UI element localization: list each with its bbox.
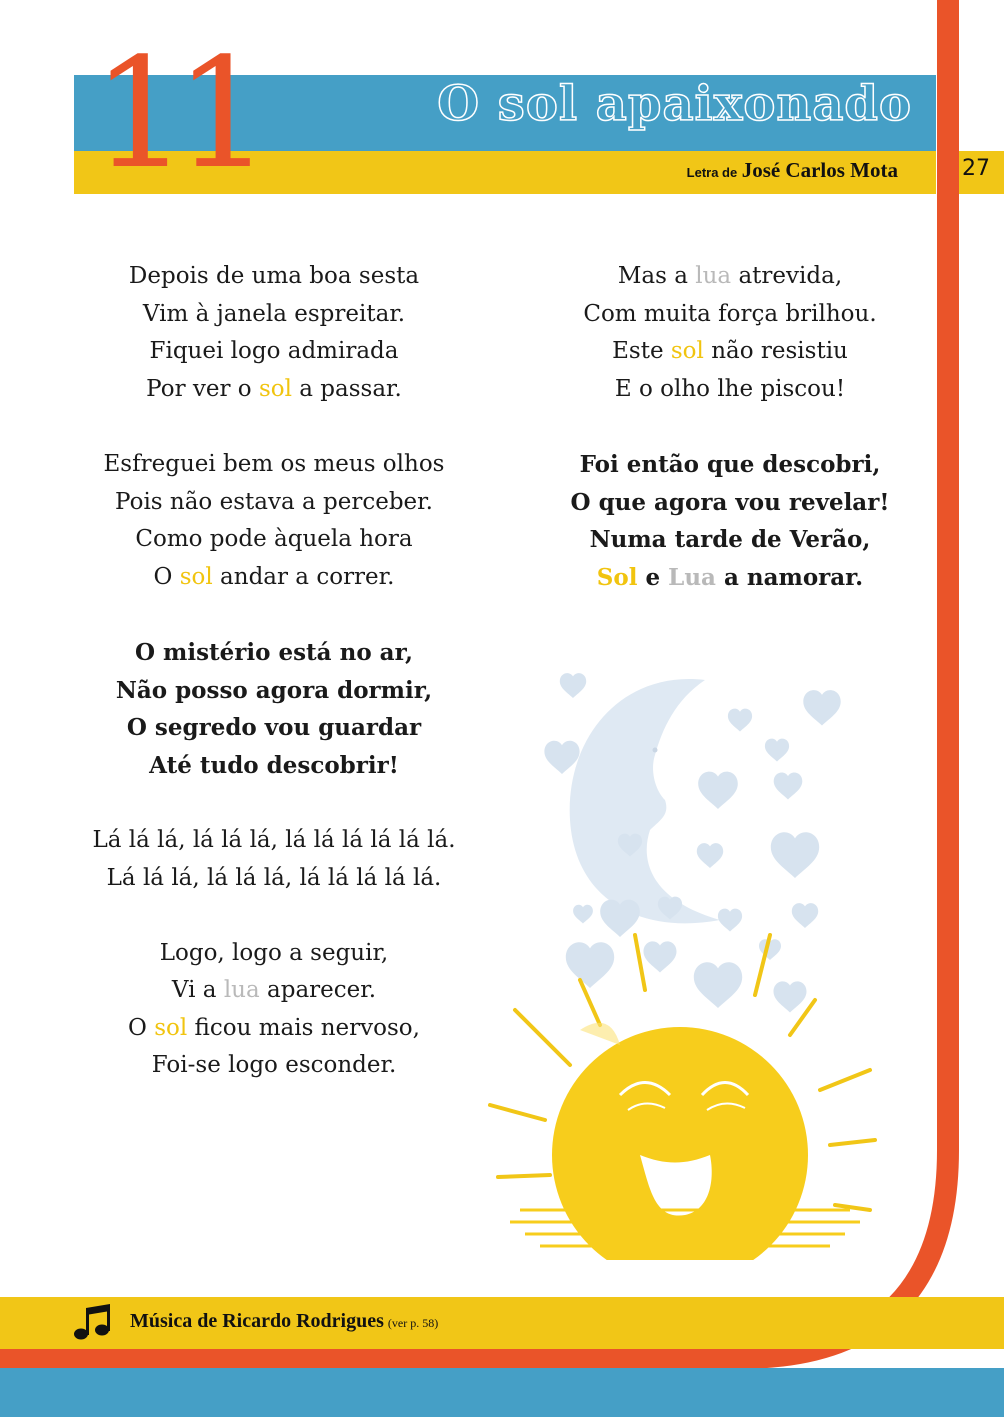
page-title: O sol apaixonado (437, 76, 912, 132)
verse-line: Fiquei logo admirada (149, 338, 399, 365)
verse-line: Logo, logo a seguir, (159, 939, 389, 966)
verse-line: Vim à janela espreitar. (142, 300, 406, 327)
lyrics-left-column (74, 258, 474, 1123)
verse-text: Vi a (171, 977, 224, 1004)
verse-line: Foi então que descobri, (579, 450, 881, 478)
verse-text: não resistiu (703, 338, 848, 365)
verse-text: Por ver o (146, 375, 259, 402)
sun-moon-illustration (470, 650, 930, 1260)
verse-line: Numa tarde de Verão, (589, 526, 871, 554)
verse-text: a namorar. (715, 563, 864, 591)
verse-text: Este (612, 338, 671, 365)
page-number: 27 (962, 156, 990, 181)
stanza (74, 935, 474, 1085)
verse-text: O (128, 1014, 155, 1041)
verse-line (74, 972, 474, 1010)
moon-icon (570, 679, 720, 923)
lyrics-credit (687, 158, 898, 183)
word-lua: lua (695, 263, 732, 289)
stanza (74, 446, 474, 596)
verse-line: O que agora vou revelar! (570, 488, 890, 516)
verse-line: Como pode àquela hora (135, 526, 413, 553)
word-sol: sol (179, 563, 213, 590)
verse-line: O segredo vou guardar (126, 714, 422, 742)
word-sol: sol (258, 375, 292, 402)
word-sol: sol (670, 338, 704, 365)
chorus-stanza (74, 634, 474, 784)
verse-text: O (153, 563, 180, 590)
verse-text: atrevida, (731, 263, 843, 289)
stanza (74, 258, 474, 408)
verse-text: aparecer. (259, 977, 377, 1004)
verse-line: O mistério está no ar, (134, 638, 414, 666)
verse-line: Não posso agora dormir, (115, 676, 433, 704)
verse-line: Esfreguei bem os meus olhos (103, 450, 445, 477)
verse-line (530, 333, 930, 371)
music-credit-text: Música de Ricardo Rodrigues (130, 1310, 384, 1332)
chapter-number: 11 (92, 25, 258, 202)
word-sol: Sol (596, 563, 638, 591)
verse-line: Lá lá lá, lá lá lá, lá lá lá lá lá. (106, 864, 442, 891)
credit-prefix: Letra de (686, 165, 738, 180)
verse-line: Depois de uma boa sesta (128, 263, 420, 289)
verse-line (74, 559, 474, 597)
verse-line: Foi-se logo esconder. (151, 1052, 397, 1079)
word-sol: sol (154, 1014, 188, 1041)
music-note-icon (72, 1302, 112, 1346)
verse-text: andar a correr. (212, 563, 395, 590)
verse-line (74, 1010, 474, 1048)
verse-text: Mas a (617, 263, 696, 289)
credit-author: José Carlos Mota (741, 158, 898, 182)
verse-line: Lá lá lá, lá lá lá, lá lá lá lá lá lá. (92, 826, 456, 853)
music-credit (130, 1310, 438, 1333)
stanza (74, 822, 474, 897)
verse-line (74, 371, 474, 409)
verse-line: E o olho lhe piscou! (614, 375, 846, 402)
verse-line (530, 559, 930, 597)
page-reference: (ver p. 58) (387, 1316, 439, 1330)
word-lua: lua (223, 977, 260, 1004)
lyrics-right-column (530, 258, 930, 634)
word-lua: Lua (668, 563, 716, 591)
chorus-stanza (530, 446, 930, 596)
verse-line: Até tudo descobrir! (149, 751, 399, 779)
footer-blue-band (0, 1368, 1004, 1417)
verse-text: a passar. (291, 375, 402, 402)
verse-text: e (637, 563, 669, 591)
verse-line: Com muita força brilhou. (583, 300, 877, 327)
verse-line: Pois não estava a perceber. (115, 488, 433, 515)
verse-text: ficou mais nervoso, (187, 1014, 420, 1041)
verse-line (530, 258, 930, 296)
stanza (530, 258, 930, 408)
